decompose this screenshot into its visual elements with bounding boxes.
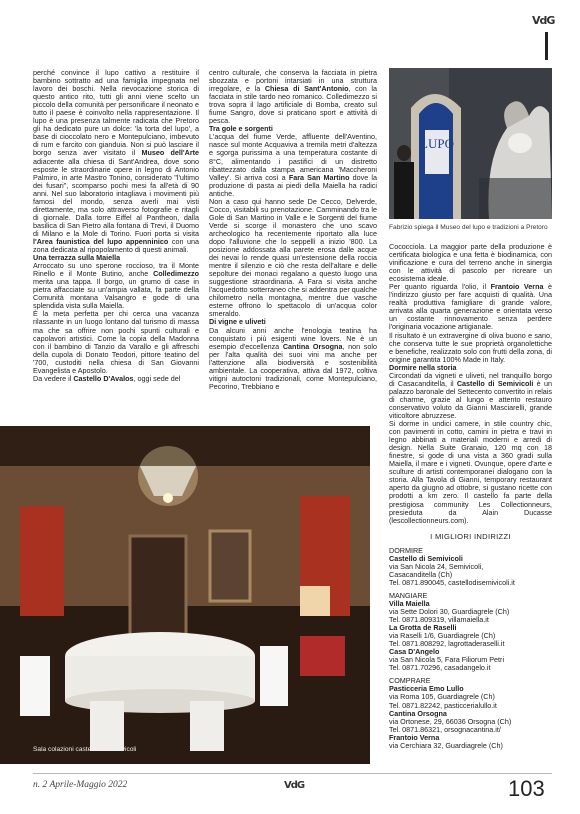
address-name: La Grotta de Raselli <box>389 623 457 633</box>
lupo-sign-text: LUPO <box>420 136 454 151</box>
address-line: via San Nicola 5, Fara Filiorum Petri <box>389 655 505 665</box>
paragraph: È la meta perfetta per chi cerca una vacanza rilassante in un luogo lontano dal turismo di massa ma che sa offrire non pochi spunti culturali e capolavori artistici. Come la copia della Madonna con il bambino di Tanzio da Varallo e gli affreschi della cupola di Donato Teodori, pittore teatino del '700, custoditi nella chiesa di San Giovanni Evangelista e Apostolo. <box>33 309 199 375</box>
section-heading: Tra gole e sorgenti <box>209 124 273 134</box>
address-line: Tel. 0871.82242, pasticcerialullo.it <box>389 700 497 710</box>
address-line: via San Nicola 24, Semivicoli, <box>389 561 484 571</box>
address-line: Tel. 0871.809319, villamaiella.it <box>389 615 489 625</box>
address-name: Castello di Semivicoli <box>389 553 463 563</box>
paragraph: Per quanto riguarda l'olio, il Frantoio Verna è l'indirizzo giusto per fare acquisti di qualità. Una realtà produttiva famigliare di grande valore, arrivata alla quarta generazione e orientata verso un costante rinnovamento senza perdere l'originaria vocazione artigianale. <box>389 282 552 332</box>
museum-photo-illustration <box>389 68 552 219</box>
address-list <box>389 547 552 750</box>
article-column-2 <box>209 69 377 414</box>
breakfast-room-illustration <box>0 426 370 764</box>
address-line: Tel. 0871.890045, castellodisemivicoli.it <box>389 577 515 587</box>
address-name: Cantina Orsogna <box>389 708 447 718</box>
breakfast-room-photo <box>0 426 370 764</box>
address-line: via Sette Dolori 30, Guardiagrele (Ch) <box>389 607 510 617</box>
address-line: via Roma 105, Guardiagrele (Ch) <box>389 692 495 702</box>
address-name: Casa D'Angelo <box>389 647 440 657</box>
photo-caption: Fabrizio spiega il Museo del lupo e tradizioni a Pretoro <box>389 224 548 231</box>
magazine-logo-footer: VdG <box>284 780 305 791</box>
paragraph: Cococciola. La maggior parte della produzione è certificata biologica e una fetta è biodinamica, con vinificazione e cura del terreno anche in sinergia con le attività di pascolo per ricreare un ecosistema ideale. <box>389 243 552 284</box>
address-name: Pasticceria Emo Lullo <box>389 684 464 694</box>
address-line: Casacanditella (Ch) <box>389 569 453 579</box>
paragraph: Non a caso qui hanno sede De Cecco, Delverde, Cocco, visitabili su prenotazione. Camminando tra le Gole di San Martino in Valle e le Sorgenti del fiume Verde si scorge il monastero che uno scavo archeologico ha recentemente riportato alla luce dopo l'alluvione che lo seppellì a inizio '800. La posizione addossata alla parete erosa dalle acque dei nevai lo rende quasi un'estensione della roccia mentre il silenzio e ciò che resta dell'altare e delle sepolture dei monaci regalano a questo luogo una suggestione straordinaria. A Fara si visita anche l'acquedotto sotterraneo che si addentra per qualche chilometro nella montagna, mentre due vasche esterne offrono lo spettacolo di un'acqua color smeraldo. <box>209 196 377 319</box>
section-heading: Di vigne e uliveti <box>209 317 266 327</box>
address-name: Frantoio Verna <box>389 732 440 742</box>
header-bar <box>545 32 548 60</box>
paragraph: centro culturale, che conserva la facciata in pietra sbozzata e portoni intarsiati in una struttura irregolare, e la Chiesa di Sant'Antonio, con la facciata in stile tardo neo romanico. Colledimezzo si trova sopra il lago artificiale di Bomba, creato sul fiume Sangro, dove si praticano sport e attività di pesca. <box>209 69 377 126</box>
address-line: via Cerchiara 32, Guardiagrele (Ch) <box>389 740 503 750</box>
address-line: Tel. 0871.808292, lagrottaderaselli.it <box>389 639 505 649</box>
issue-label: n. 2 Aprile-Maggio 2022 <box>33 780 128 790</box>
paragraph: Circondati da vigneti e uliveti, nel tranquillo borgo di Casacanditella, il Castello di Semivicoli è un palazzo baronale del Settecento convertito in relais di charme, grazie al lungo e attento restauro conservativo voluto da Gianni Masciarelli, grande viticoltore abruzzese. <box>389 370 552 420</box>
address-line: via Ortonese, 29, 66036 Orsogna (Ch) <box>389 716 512 726</box>
section-heading: Dormire nella storia <box>389 362 457 372</box>
address-name: Villa Maiella <box>389 598 430 608</box>
paragraph: Arroccato su uno sperone roccioso, tra il Monte Rinello e il Monte Butino, anche Colledimezzo merita una tappa. Il borgo, un grumo di case in pietra affacciate su un'ampia vallata, fa parte della Comunità montana Valsangro e gode di una splendida vista sulla Maiella. <box>33 261 199 311</box>
address-category: MANGIARE <box>389 590 428 600</box>
address-category: DORMIRE <box>389 545 423 555</box>
address-line: Tel. 0871.70296, casadangelo.it <box>389 663 491 673</box>
address-category: COMPRARE <box>389 676 431 686</box>
paragraph: L'acqua del fiume Verde, affluente dell'Aventino, nasce sul monte Acquaviva a tremila metri d'altezza e sgorga purissima a una temperatura costante di 8°C, alimentando i pastifici di un distretto ribattezzato dalla stampa americana 'Maccheroni Valley'. Si arriva così a Fara San Martino dove la produzione di pasta ai piedi della Maiella ha radici antiche. <box>209 132 377 198</box>
photo-caption: Sala colazioni castello di Semivicoli <box>33 746 137 753</box>
article-column-3 <box>389 243 552 773</box>
paragraph: Da alcuni anni anche l'enologia teatina ha conquistato i più esigenti wine lovers. Ne è un esempio d'eccellenza Cantina Orsogna, non solo per l'alta qualità dei suoi vini ma anche per l'attenzione alla biodiversità e sostenibilità ambientale. La cooperativa, attiva dal 1972, coltiva vitigni autoctoni tradizionali, come Montepulciano, Pecorino, Trebbiano e <box>209 325 377 391</box>
paragraph: perché convince il lupo cattivo a restituire il bambino sottratto ad una famiglia impegnata nel lavoro dei boschi. Nella rievocazione storica di questo antico rito, tutti gli anni viene scelto un piccolo della comunità per personificare il neonato e tutto il paese è coinvolto nella rappresentazione. Il lupo è una presenza talmente radicata che Pretoro gli ha dedicato pure un dolce: 'la torta del lupo', a base di cioccolato nero e Montepulciano, imbevuto di rum e farcito con gianduia. Non si può lasciare il borgo senza aver visitato il Museo dell'Arte adiacente alla chiesa di Sant'Andrea, dove sono esposte le straordinarie opere in legno di Antonio Palmiro, in arte Mastro Tonino, considerato "l'ultimo dei fusari", scomparso pochi mesi fa all'età di 90 anni. Nel suo laboratorio intagliava i movimenti più famosi del mondo, senza averli mai visti direttamente, ma solo attraverso fotografie e ritagli di giornale. Dalla torre Eiffel al Pantheon, dalla basilica di San Pietro alla fontana di Trevi, il Duomo di Milano e la Mole di Torino. Fuori porta si visita l'Area faunistica del lupo appenninico con una zona dedicata al ripopolamento di questi animali. <box>33 69 199 255</box>
paragraph: Il risultato è un extravergine di oliva buono e sano, che conserva tutte le sue proprietà organolettiche e benefiche, realizzato solo con frutti della zona, di origine garantita 100% Made in Italy. <box>389 330 552 364</box>
addresses-title: I MIGLIORI INDIRIZZI <box>430 531 511 541</box>
section-heading: Una terrazza sulla Maiella <box>33 253 121 263</box>
paragraph: Da vedere il Castello D'Avalos, oggi sede del <box>33 373 181 383</box>
page-number: 103 <box>508 776 545 801</box>
address-line: Tel. 0871.86321, orsognacantina.it/ <box>389 724 501 734</box>
article-column-1 <box>33 69 199 414</box>
paragraph: Si dorme in undici camere, in stile country chic, con pavimenti in cotto, camini in pietra e travi in legno abbinati a materiali moderni e arredi di design. Nella Suite Granaio, 120 mq con 18 finestre, si gode di una vista a 360 gradi sulla Maiella, il mare e i vigneti. Ovunque, opere d'arte e sculture di artisti contemporanei dialogano con la storia. Alla Tavola di Gianni, temporary restaurant aperto da giugno ad ottobre, si gustano ricette con prodotti a km zero. Il castello fa parte della prestigiosa community Les Collectionneurs, presieduta da Alain Ducasse (lescollectionneurs.com). <box>389 419 552 525</box>
footer-divider <box>33 773 552 774</box>
magazine-logo: VdG <box>532 14 555 27</box>
address-line: via Raselli 1/6, Guardiagrele (Ch) <box>389 631 496 641</box>
museum-photo <box>389 68 552 219</box>
